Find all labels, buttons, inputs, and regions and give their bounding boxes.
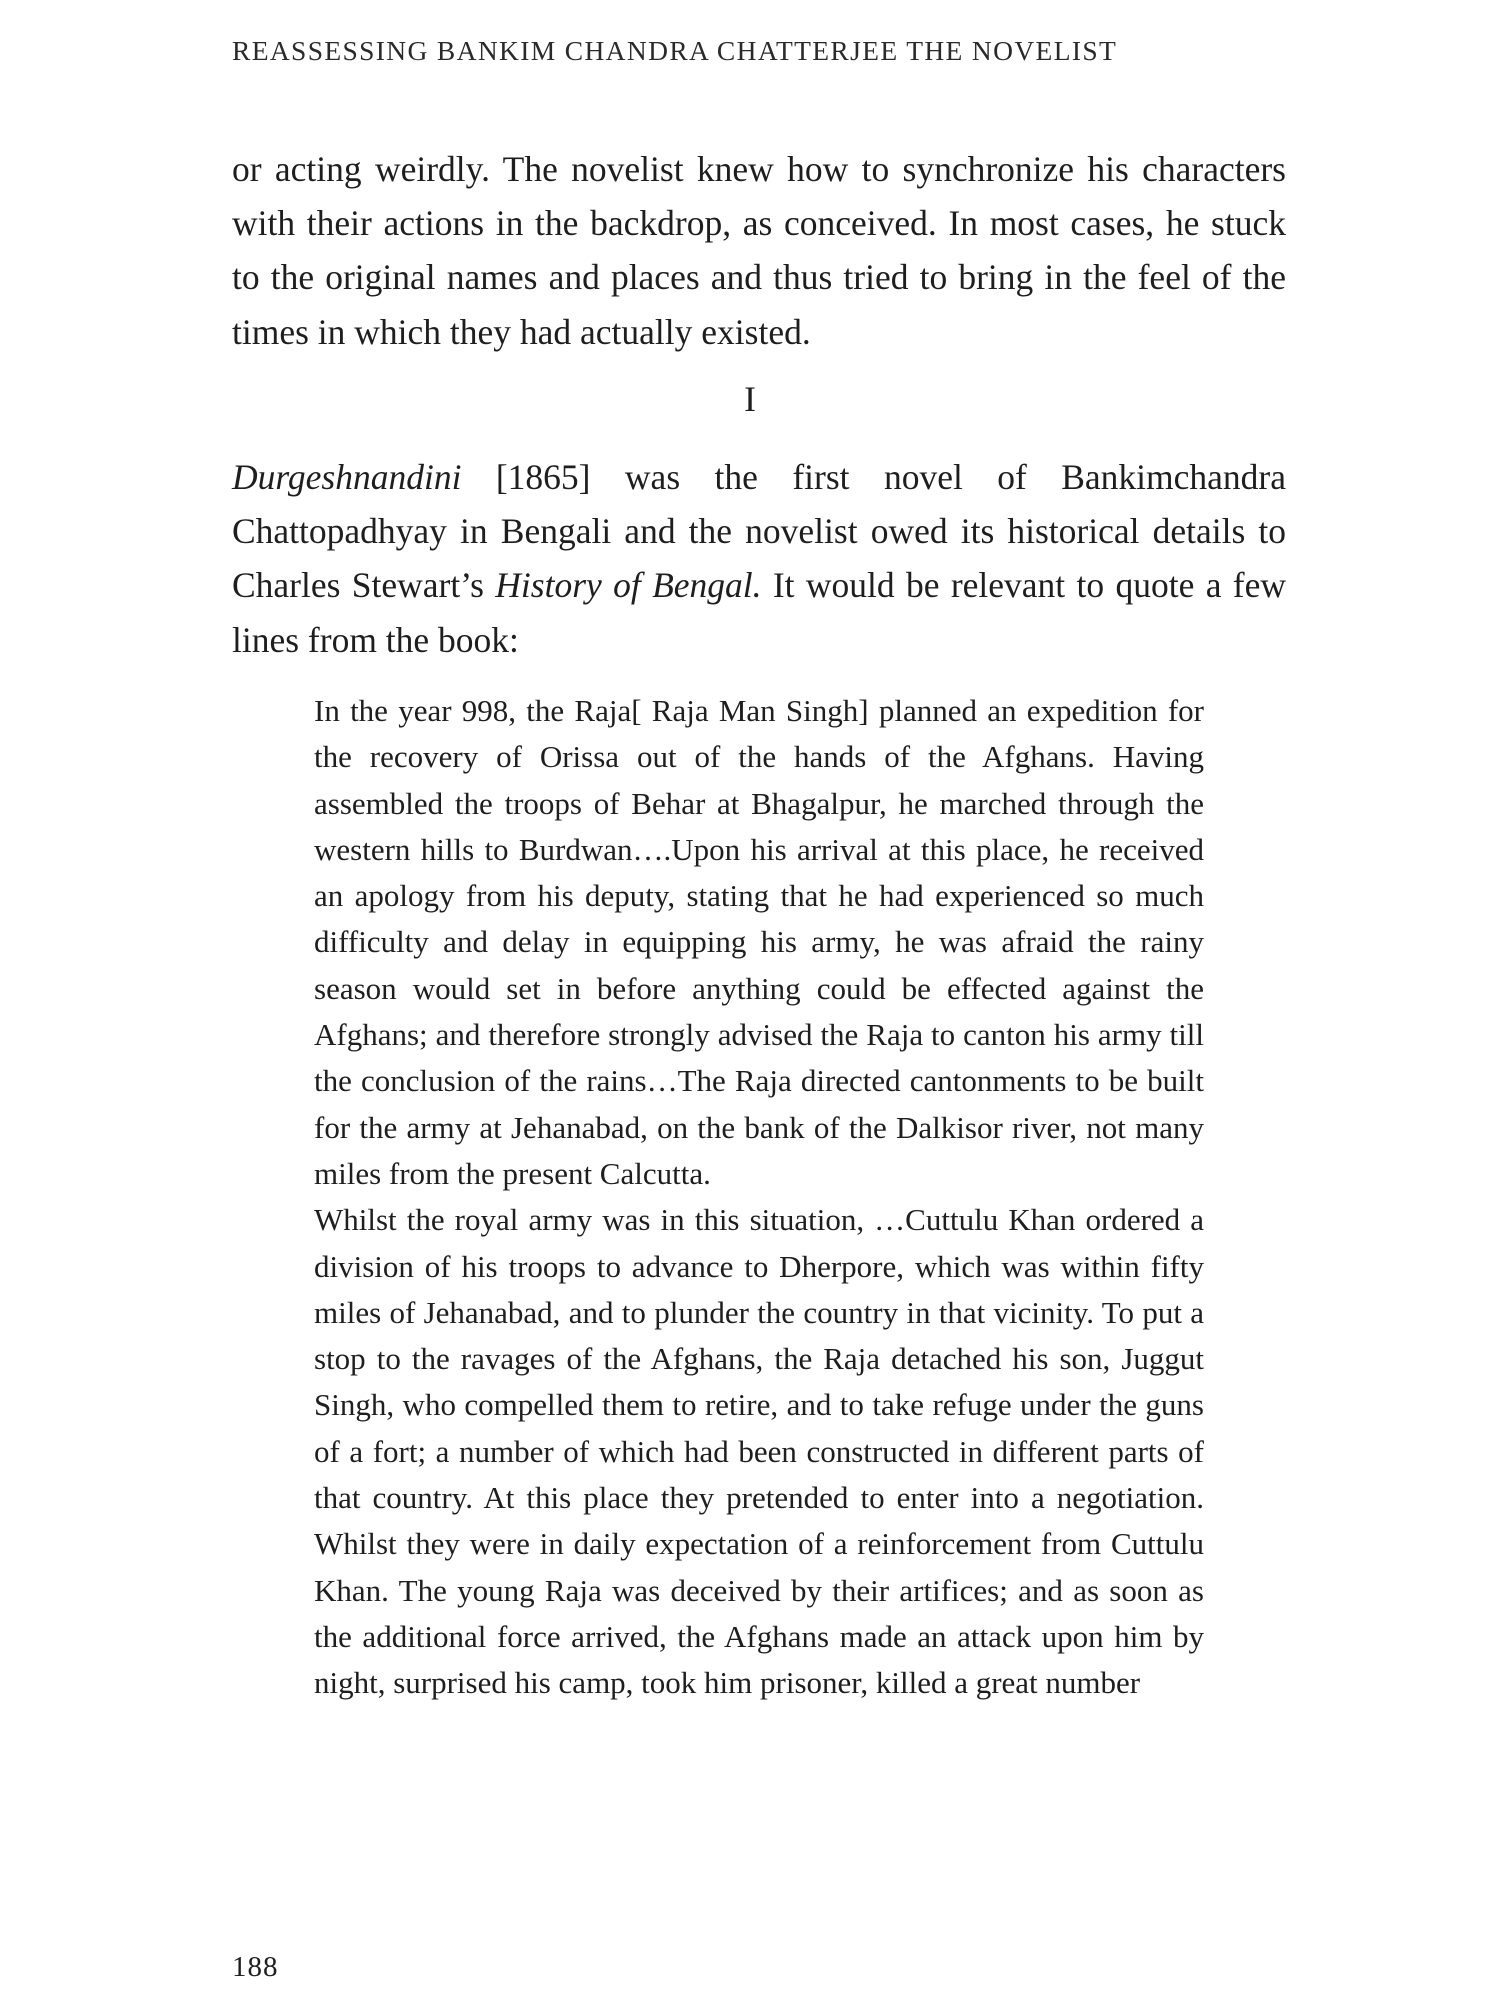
paragraph-text-part-1: [1865] was the first novel of Bankimchandra Chattopadhyay in Bengali and the novelist owed its historical details to Charles Stewart’s [232,457,1286,606]
novel-title: Durgeshnandini [232,457,462,497]
running-header: REASSESSING BANKIM CHANDRA CHATTERJEE THE NOVELIST [232,35,1118,66]
block-quote [314,688,1204,1707]
quote-paragraph-2: Whilst the royal army was in this situation, …Cuttulu Khan ordered a division of his troops to advance to Dherpore, which was within fifty miles of Jehanabad, and to plunder the country in that vicinity. To put a stop to the ravages of the Afghans, the Raja detached his son, Juggut Singh, who compelled them to retire, and to take refuge under the guns of a fort; a number of which had been constructed in different parts of that country. At this place they pretended to enter into a negotiation. Whilst they were in daily expectation of a reinforcement from Cuttulu Khan. The young Raja was deceived by their artifices; and as soon as the additional force arrived, the Afghans made an attack upon him by night, surprised his camp, took him prisoner, killed a great number [314,1202,1204,1701]
page-number: 188 [232,1951,279,1983]
durgeshnandini-paragraph [232,450,1286,667]
intro-paragraph: or acting weirdly. The novelist knew how to synchronize his characters with their actions in the backdrop, as conceived. In most cases, he stuck to the original names and places and thus tried to bring in the feel of the times in which they had actually existed. [232,149,1286,352]
paragraph-text-part-2: It would be relevant to quote a few lines from the book: [232,565,1287,660]
quote-paragraph-1: In the year 998, the Raja[ Raja Man Singh] planned an expedition for the recovery of Orissa out of the hands of the Afghans. Having assembled the troops of Behar at Bhagalpur, he marched through the western hills to Burdwan….Upon his arrival at this place, he received an apology from his deputy, stating that he had experienced so much difficulty and delay in equipping his army, he was afraid the rainy season would set in before anything could be effected against the Afghans; and therefore strongly advised the Raja to canton his army till the conclusion of the rains…The Raja directed cantonments to be built for the army at Jehanabad, on the bank of the Dalkisor river, not many miles from the present Calcutta. [314,693,1204,1191]
section-numeral: I [744,379,756,419]
book-title: History of Bengal. [495,565,762,606]
